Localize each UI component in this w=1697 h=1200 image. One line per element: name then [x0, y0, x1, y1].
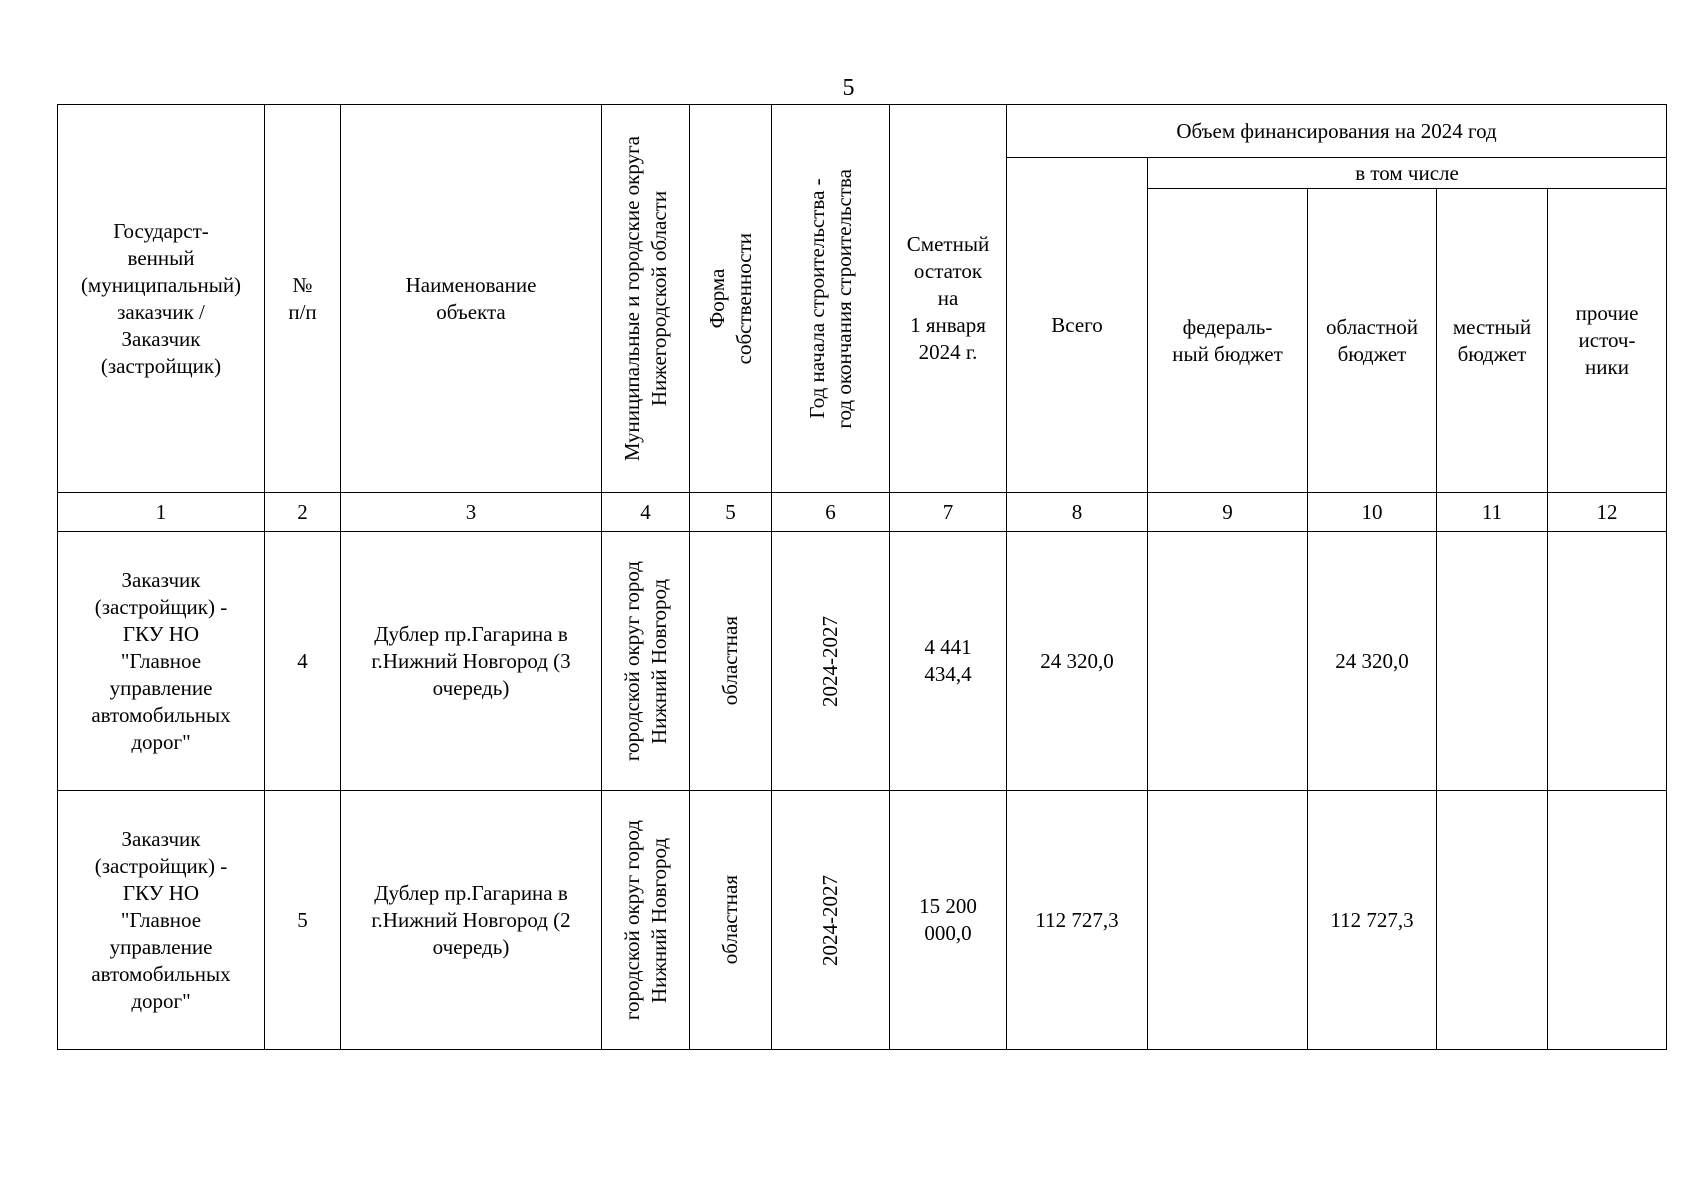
cell-customer: [58, 532, 265, 791]
cell-ownership-text: областная: [718, 616, 742, 706]
cell-regional: 24 320,0: [1308, 532, 1437, 791]
header-row-top: [58, 105, 1667, 158]
header-years: [772, 105, 890, 493]
column-number-row: [58, 493, 1667, 532]
header-total: [1007, 158, 1148, 493]
header-local: [1437, 189, 1548, 493]
cell-federal: [1148, 791, 1308, 1050]
header-including-label: в том числе: [1355, 160, 1459, 185]
cell-years: [772, 791, 890, 1050]
column-number: 2: [265, 493, 341, 532]
financing-table: [57, 104, 1667, 1050]
column-number: 3: [341, 493, 602, 532]
header-estimate: [890, 105, 1007, 493]
header-municipality: [602, 105, 690, 493]
header-financing-group-label: Объем финансирования на 2024 год: [1176, 118, 1497, 143]
cell-estimate-text: 15 200 000,0: [919, 894, 977, 945]
header-including: [1148, 158, 1667, 189]
column-number: 11: [1437, 493, 1548, 532]
header-object-name: [341, 105, 602, 493]
cell-object-name-text: Дублер пр.Гагарина в г.Нижний Новгород (2 очередь): [371, 880, 571, 959]
header-years-label: Год начала строительства - год окончания строительства: [804, 168, 856, 429]
header-object-name-label: Наименование объекта: [405, 272, 537, 324]
header-index: [265, 105, 341, 493]
table-row: [58, 791, 1667, 1050]
header-regional-label: областной бюджет: [1326, 314, 1418, 366]
cell-years-text: 2024-2027: [818, 615, 842, 707]
header-other-label: прочие источ- ники: [1575, 301, 1639, 379]
cell-municipality-text: городской округ город Нижний Новгород: [619, 560, 671, 762]
cell-other: [1548, 532, 1667, 791]
cell-regional: 112 727,3: [1308, 791, 1437, 1050]
column-number: 4: [602, 493, 690, 532]
header-federal-label: федераль- ный бюджет: [1172, 314, 1283, 366]
column-number: 6: [772, 493, 890, 532]
cell-object-name: [341, 532, 602, 791]
column-number: 12: [1548, 493, 1667, 532]
cell-years: [772, 532, 890, 791]
cell-other: [1548, 791, 1667, 1050]
cell-index: 4: [265, 532, 341, 791]
header-financing-group: [1007, 105, 1667, 158]
cell-ownership: [690, 791, 772, 1050]
column-number: 5: [690, 493, 772, 532]
cell-index: 5: [265, 791, 341, 1050]
table-row: [58, 532, 1667, 791]
cell-estimate: [890, 532, 1007, 791]
cell-years-text: 2024-2027: [818, 874, 842, 966]
header-ownership: [690, 105, 772, 493]
cell-total: 112 727,3: [1007, 791, 1148, 1050]
header-estimate-label: Сметный остаток на 1 января 2024 г.: [906, 232, 990, 364]
cell-local: [1437, 532, 1548, 791]
header-federal: [1148, 189, 1308, 493]
header-regional: [1308, 189, 1437, 493]
header-index-label: № п/п: [288, 272, 317, 324]
column-number: 10: [1308, 493, 1437, 532]
column-number: 8: [1007, 493, 1148, 532]
cell-local: [1437, 791, 1548, 1050]
header-customer: [58, 105, 265, 493]
cell-customer-text: Заказчик (застройщик) - ГКУ НО "Главное управление автомобильных дорог": [91, 567, 231, 754]
cell-estimate: [890, 791, 1007, 1050]
cell-municipality: [602, 791, 690, 1050]
header-customer-label: Государст- венный (муниципальный) заказчик / Заказчик (застройщик): [80, 218, 242, 378]
cell-object-name: [341, 791, 602, 1050]
cell-ownership: [690, 532, 772, 791]
cell-customer-text: Заказчик (застройщик) - ГКУ НО "Главное управление автомобильных дорог": [91, 826, 231, 1013]
column-number: 7: [890, 493, 1007, 532]
cell-estimate-text: 4 441 434,4: [924, 635, 972, 686]
page-number: 5: [842, 75, 855, 101]
header-local-label: местный бюджет: [1452, 314, 1532, 366]
column-number: 1: [58, 493, 265, 532]
column-number: 9: [1148, 493, 1308, 532]
header-ownership-label: Форма собственности: [704, 232, 756, 365]
header-other: [1548, 189, 1667, 493]
cell-federal: [1148, 532, 1308, 791]
cell-total: 24 320,0: [1007, 532, 1148, 791]
cell-object-name-text: Дублер пр.Гагарина в г.Нижний Новгород (3 очередь): [371, 621, 571, 700]
cell-customer: [58, 791, 265, 1050]
cell-municipality-text: городской округ город Нижний Новгород: [619, 819, 671, 1021]
header-total-label: Всего: [1051, 312, 1103, 337]
header-municipality-label: Муниципальные и городские округа Нижегородской области: [619, 135, 671, 462]
cell-ownership-text: областная: [718, 875, 742, 965]
cell-municipality: [602, 532, 690, 791]
